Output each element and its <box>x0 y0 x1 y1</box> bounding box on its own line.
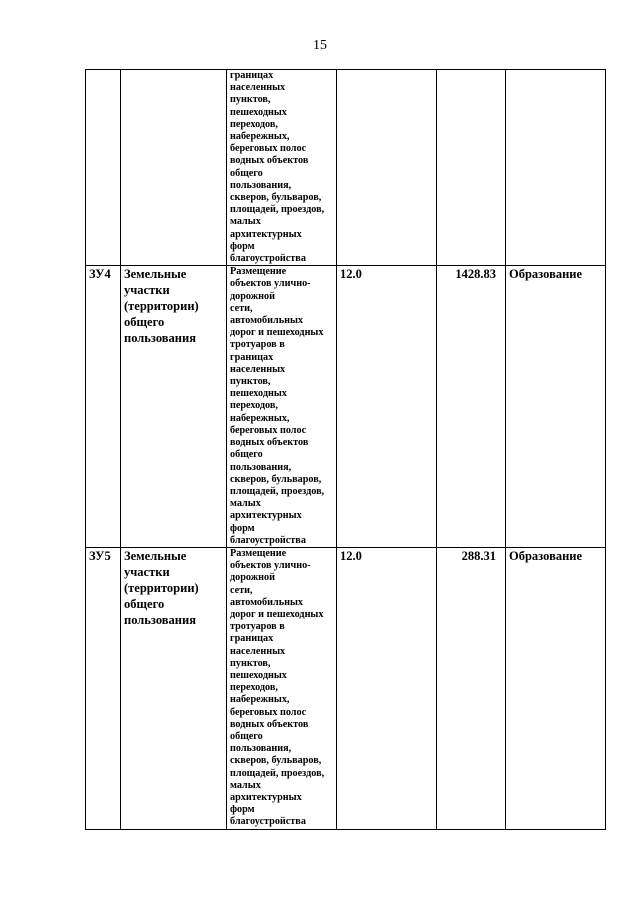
use-line: благоустройства <box>230 816 306 828</box>
use-line: водных объектов <box>230 437 309 449</box>
use-line: пользования, <box>230 743 292 755</box>
number-cell: 12.0 <box>337 266 437 548</box>
use-line: водных объектов <box>230 155 309 167</box>
use-line: скверов, бульваров, <box>230 192 322 204</box>
name-line: участки <box>124 564 170 579</box>
use-line: переходов, <box>230 682 278 694</box>
table-row-zu5 <box>86 547 606 829</box>
use-line: объектов улично- <box>230 278 311 290</box>
use-line: дорог и пешеходных <box>230 608 324 620</box>
use-line: переходов, <box>230 400 278 412</box>
use-line: дорог и пешеходных <box>230 327 324 339</box>
use-line: пешеходных <box>230 106 287 118</box>
use-line: Размещение <box>230 266 287 278</box>
use-line: автомобильных <box>230 596 303 608</box>
code-cell: ЗУ4 <box>86 266 121 548</box>
use-line: пешеходных <box>230 388 287 400</box>
use-line: пользования, <box>230 179 292 191</box>
use-line: границах <box>230 70 274 81</box>
use-line: благоустройства <box>230 253 306 265</box>
use-line: набережных, <box>230 412 290 424</box>
name-line: Земельные <box>124 548 187 563</box>
use-line: пунктов, <box>230 657 271 669</box>
permitted-use-cell <box>227 70 337 266</box>
use-line: площадей, проездов, <box>230 485 325 497</box>
table-row-zu4 <box>86 266 606 548</box>
use-line: переходов, <box>230 118 278 130</box>
area-cell <box>437 70 506 266</box>
action-cell <box>506 70 606 266</box>
use-line: дорожной <box>230 290 275 302</box>
use-line: скверов, бульваров, <box>230 473 322 485</box>
use-line: границах <box>230 633 274 645</box>
use-line: береговых полос <box>230 143 307 155</box>
use-line: набережных, <box>230 131 290 143</box>
use-line: береговых полос <box>230 706 307 718</box>
area-cell: 288.31 <box>437 547 506 829</box>
use-line: сети, <box>230 302 253 314</box>
use-line: населенных <box>230 82 286 94</box>
code-cell: ЗУ5 <box>86 547 121 829</box>
name-line: участки <box>124 283 170 298</box>
use-line: дорожной <box>230 572 275 584</box>
use-line: водных объектов <box>230 718 309 730</box>
code-cell <box>86 70 121 266</box>
use-line: малых <box>230 216 261 228</box>
use-line: архитектурных <box>230 228 302 240</box>
table-row-continuation <box>86 70 606 266</box>
use-line: пешеходных <box>230 669 287 681</box>
use-line: тротуаров в <box>230 339 285 351</box>
name-cell <box>121 266 227 548</box>
use-line: пунктов, <box>230 376 271 388</box>
name-line: общего <box>124 315 165 330</box>
use-line: объектов улично- <box>230 560 311 572</box>
land-plots-table <box>85 69 606 830</box>
number-cell <box>337 70 437 266</box>
use-line: населенных <box>230 645 286 657</box>
use-line: площадей, проездов, <box>230 204 325 216</box>
use-line: форм <box>230 804 255 816</box>
name-line: (территории) <box>124 299 199 314</box>
name-line: пользования <box>124 612 196 627</box>
use-line: автомобильных <box>230 315 303 327</box>
page-number: 15 <box>313 38 327 53</box>
use-line: архитектурных <box>230 510 302 522</box>
name-cell <box>121 70 227 266</box>
name-line: (территории) <box>124 580 199 595</box>
use-line: форм <box>230 240 255 252</box>
use-line: пользования, <box>230 461 292 473</box>
use-line: береговых полос <box>230 424 307 436</box>
name-line: общего <box>124 596 165 611</box>
use-line: общего <box>230 730 263 742</box>
use-line: благоустройства <box>230 534 306 546</box>
action-cell: Образование <box>506 266 606 548</box>
use-line: набережных, <box>230 694 290 706</box>
use-line: границах <box>230 351 274 363</box>
use-line: площадей, проездов, <box>230 767 325 779</box>
use-line: сети, <box>230 584 253 596</box>
action-cell: Образование <box>506 547 606 829</box>
use-line: тротуаров в <box>230 621 285 633</box>
use-line: Размещение <box>230 547 287 559</box>
name-line: пользования <box>124 331 196 346</box>
permitted-use-cell <box>227 547 337 829</box>
use-line: форм <box>230 522 255 534</box>
use-line: малых <box>230 498 261 510</box>
use-line: общего <box>230 167 263 179</box>
name-line: Земельные <box>124 267 187 282</box>
use-line: пунктов, <box>230 94 271 106</box>
use-line: малых <box>230 779 261 791</box>
use-line: скверов, бульваров, <box>230 755 322 767</box>
permitted-use-cell <box>227 266 337 548</box>
use-line: общего <box>230 449 263 461</box>
name-cell <box>121 547 227 829</box>
number-cell: 12.0 <box>337 547 437 829</box>
use-line: архитектурных <box>230 791 302 803</box>
area-cell: 1428.83 <box>437 266 506 548</box>
use-line: населенных <box>230 363 286 375</box>
